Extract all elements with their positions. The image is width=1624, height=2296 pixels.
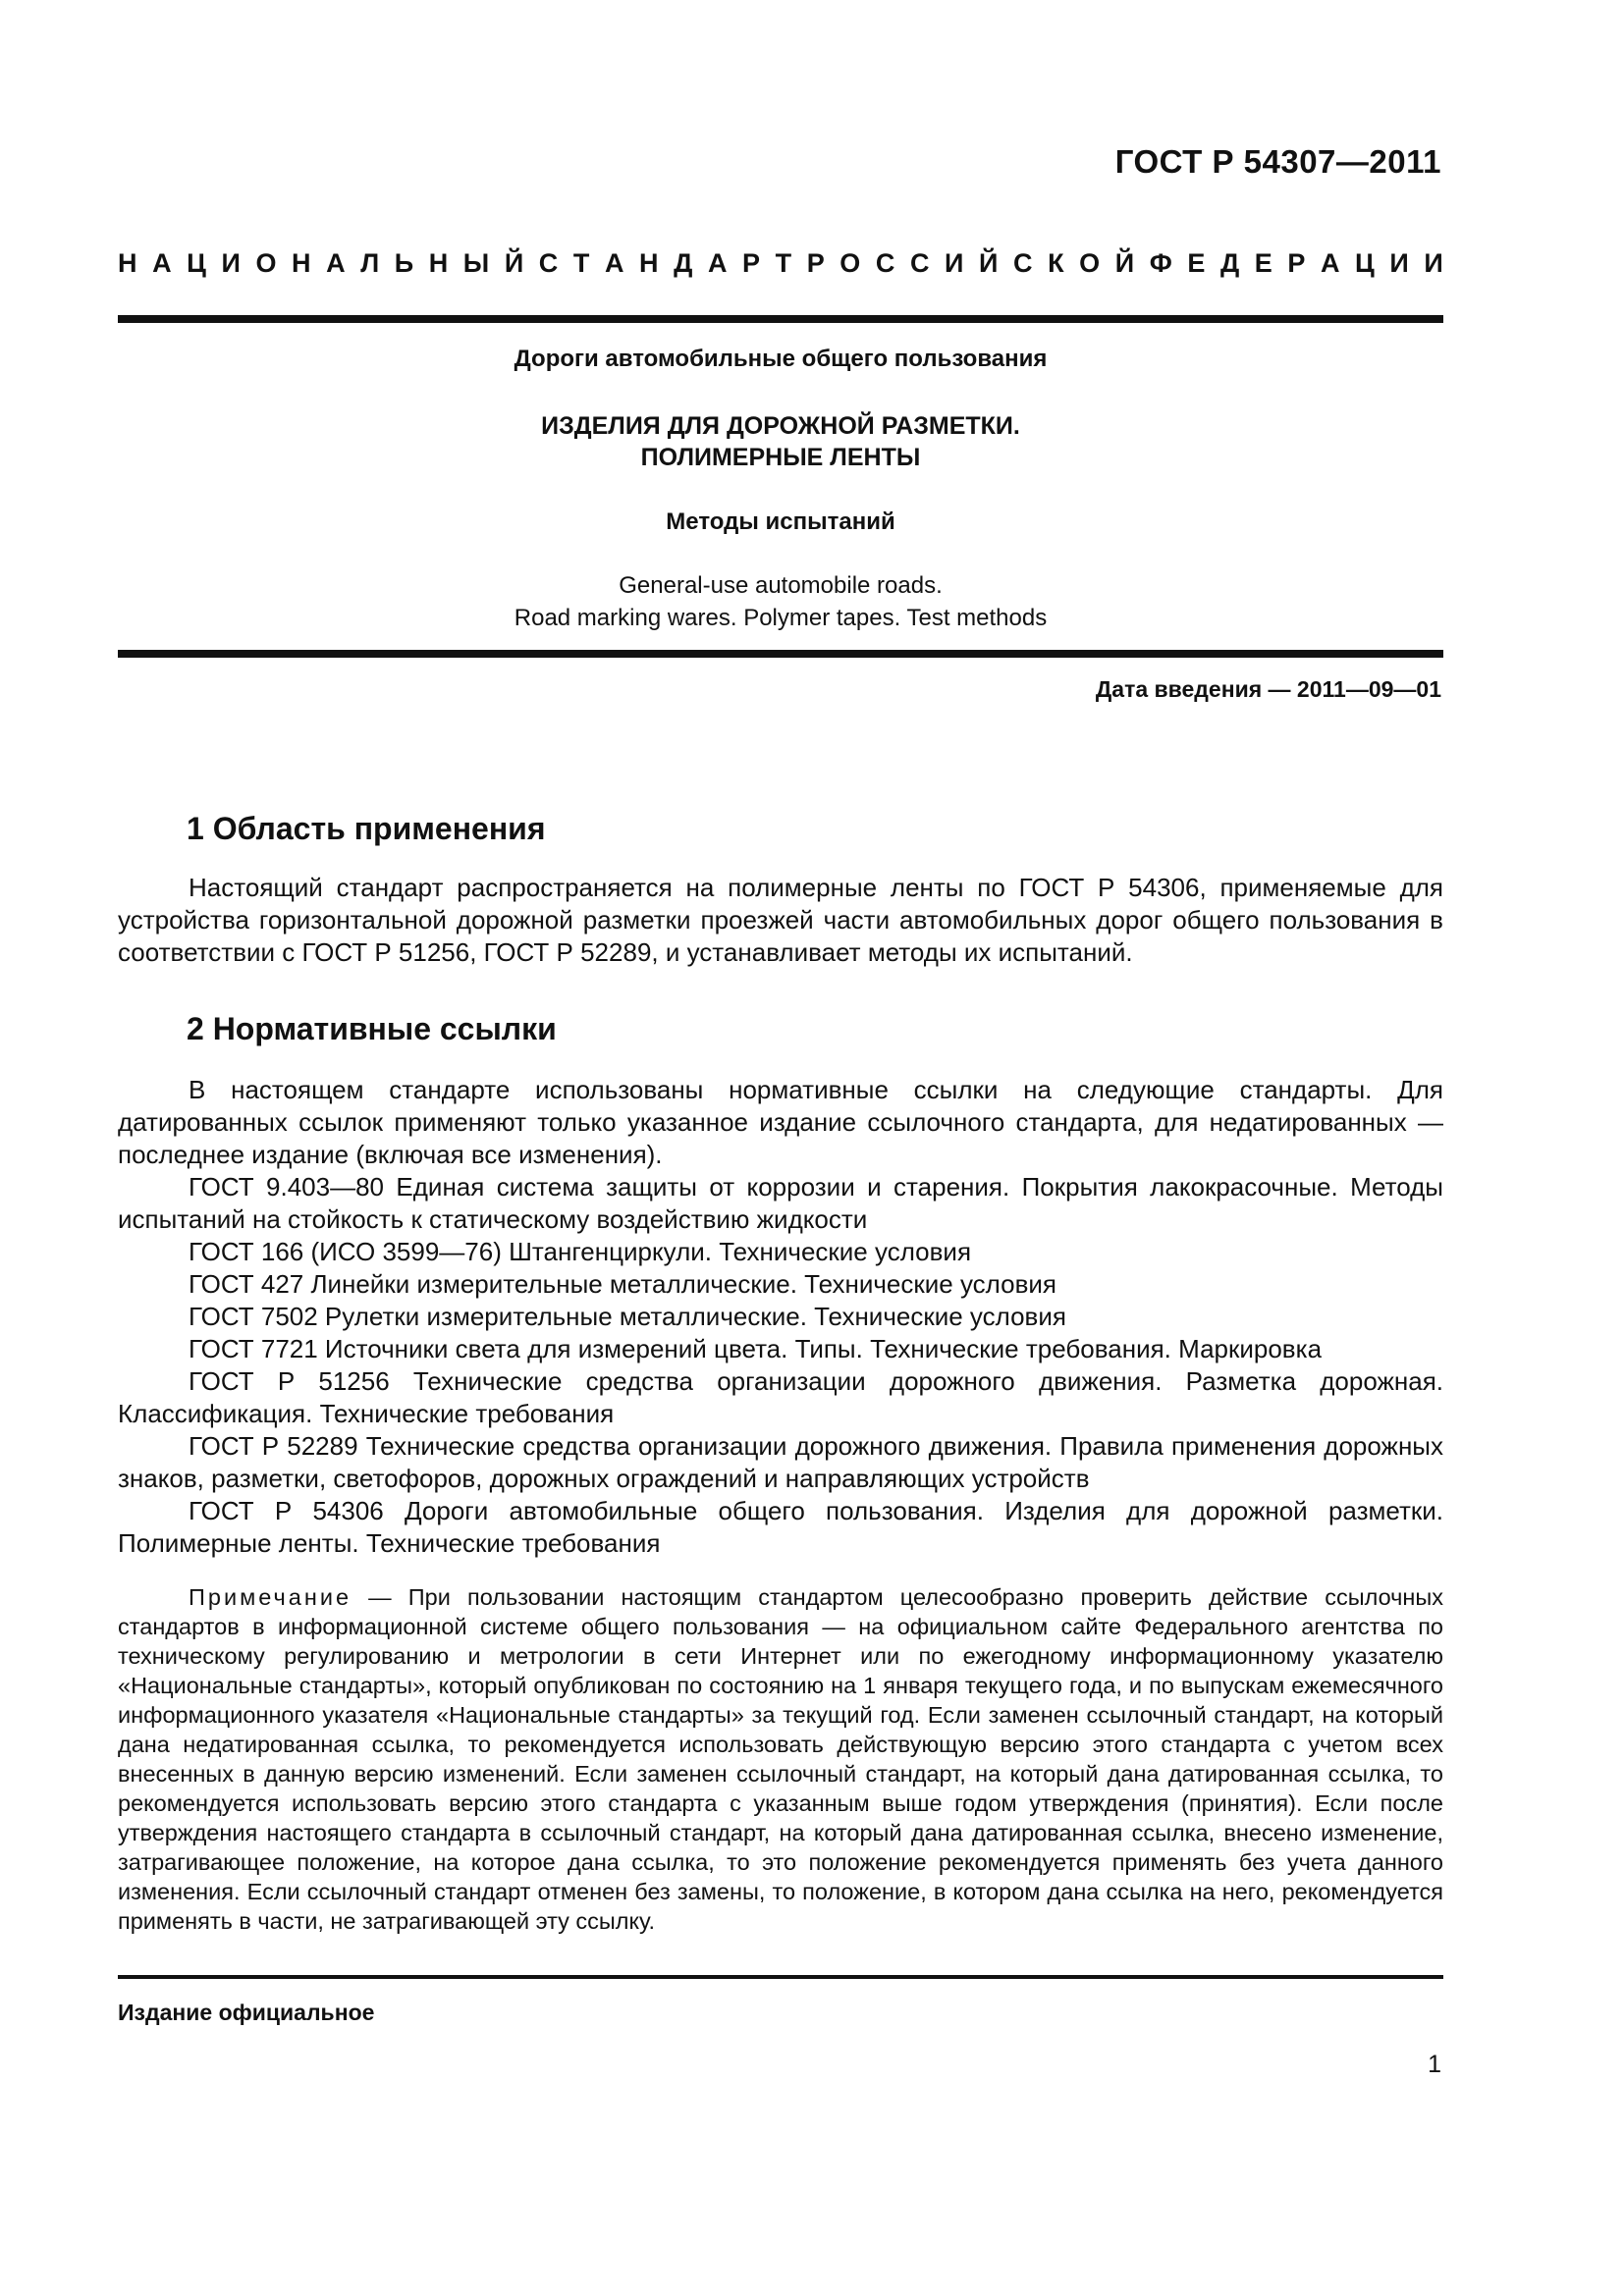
english-title	[118, 569, 1443, 634]
note-block	[118, 1582, 1443, 1936]
banner-letter: О	[255, 248, 277, 278]
document-title	[118, 410, 1443, 473]
national-standard-banner	[118, 248, 1443, 278]
banner-letter: Н	[118, 248, 137, 278]
banner-letter: С	[909, 248, 930, 278]
banner-letter: Ы	[462, 248, 490, 278]
banner-letter: И	[1389, 248, 1409, 278]
section-2-intro: В настоящем стандарте использованы нормативные ссылки на следующие стандарты. Для датированных ссылок применяют только указанное издание ссылочного стандарта, для недатированных — последнее издание (включая все изменения).	[118, 1075, 1443, 1169]
title-line-2: ПОЛИМЕРНЫЕ ЛЕНТЫ	[640, 444, 921, 471]
banner-letter: Н	[428, 248, 449, 278]
banner-letter: А	[326, 248, 346, 278]
title-divider	[118, 650, 1443, 658]
banner-letter: Р	[806, 248, 825, 278]
banner-letter: Й	[504, 248, 524, 278]
banner-letter: Ц	[187, 248, 206, 278]
banner-letter: И	[945, 248, 964, 278]
section-1-paragraph: Настоящий стандарт распространяется на полимерные ленты по ГОСТ Р 54306, применяемые для устройства горизонтальной дорожной разметки проезжей части автомобильных дорог общего пользования в соответствии с ГОСТ Р 51256, ГОСТ Р 52289, и устанавливает методы их испытаний.	[118, 873, 1443, 967]
section-1-heading: 1 Область применения	[187, 811, 546, 846]
header-divider	[118, 315, 1443, 323]
document-methods-title: Методы испытаний	[666, 508, 895, 535]
banner-letter: Ц	[1355, 248, 1375, 278]
page-number: 1	[1428, 2051, 1441, 2078]
section-1-body	[118, 872, 1443, 969]
banner-letter: Р	[1287, 248, 1306, 278]
banner-letter: А	[1320, 248, 1340, 278]
banner-letter: И	[1424, 248, 1443, 278]
reference-item: ГОСТ 427 Линейки измерительные металлические. Технические условия	[189, 1269, 1056, 1299]
banner-letter: А	[604, 248, 624, 278]
section-2-heading: 2 Нормативные ссылки	[187, 1011, 557, 1046]
banner-letter: Е	[1187, 248, 1206, 278]
banner-letter: Т	[775, 248, 792, 278]
reference-item: ГОСТ 7502 Рулетки измерительные металлические. Технические условия	[189, 1302, 1066, 1331]
section-2-body	[118, 1074, 1443, 1560]
english-title-line-1: General-use automobile roads.	[619, 572, 943, 599]
banner-letter: Й	[1114, 248, 1135, 278]
banner-letter: Е	[1254, 248, 1272, 278]
reference-item: ГОСТ 9.403—80 Единая система защиты от коррозии и старения. Покрытия лакокрасочные. Методы испытаний на стойкость к статическому воздействию жидкости	[118, 1172, 1443, 1234]
banner-letter: Й	[979, 248, 999, 278]
title-line-1: ИЗДЕЛИЯ ДЛЯ ДОРОЖНОЙ РАЗМЕТКИ.	[541, 412, 1020, 440]
banner-letter: С	[1013, 248, 1033, 278]
reference-item: ГОСТ 7721 Источники света для измерений цвета. Типы. Технические требования. Маркировка	[189, 1334, 1323, 1363]
banner-letter: Л	[360, 248, 380, 278]
banner-letter: А	[152, 248, 172, 278]
footer-divider	[118, 1975, 1443, 1979]
banner-letter: И	[221, 248, 241, 278]
document-subtitle: Дороги автомобильные общего пользования	[514, 346, 1048, 372]
banner-letter: С	[875, 248, 895, 278]
official-edition-label: Издание официальное	[118, 2000, 375, 2025]
introduction-date: Дата введения — 2011—09—01	[1095, 676, 1441, 702]
reference-item: ГОСТ 166 (ИСО 3599—76) Штангенциркули. Технические условия	[189, 1237, 972, 1266]
reference-item: ГОСТ Р 54306 Дороги автомобильные общего пользования. Изделия для дорожной разметки. Полимерные ленты. Технические требования	[118, 1496, 1443, 1558]
banner-letter: Н	[639, 248, 659, 278]
banner-letter: К	[1048, 248, 1064, 278]
reference-item: ГОСТ Р 51256 Технические средства организации дорожного движения. Разметка дорожная. Классификация. Технические требования	[118, 1366, 1443, 1428]
banner-letter: Ф	[1149, 248, 1172, 278]
banner-letter: О	[839, 248, 861, 278]
document-number: ГОСТ Р 54307—2011	[1114, 143, 1441, 180]
banner-letter: Т	[572, 248, 590, 278]
banner-letter: Ь	[394, 248, 414, 278]
banner-letter: Д	[674, 248, 693, 278]
banner-letter: Р	[742, 248, 761, 278]
note-text: — При пользовании настоящим стандартом целесообразно проверить действие ссылочных стандартов в информационной системе общего пользования — на официальном сайте Федерального агентства по техническому регулированию и метрологии в сети Интернет или по ежегодному информационному указателю «Национальные стандарты», который опубликован по состоянию на 1 января текущего года, и по выпускам ежемесячного информационного указателя «Национальные стандарты» за текущий год. Если заменен ссылочный стандарт, на который дана недатированная ссылка, то рекомендуется использовать действующую версию этого стандарта с учетом всех внесенных в данную версию изменений. Если заменен ссылочный стандарт, на который дана датированная ссылка, то рекомендуется использовать версию этого стандарта с указанным выше годом утверждения (принятия). Если после утверждения настоящего стандарта в ссылочный стандарт, на который дана датированная ссылка, внесено изменение, затрагивающее положение, на которое дана ссылка, то это положение рекомендуется применять без учета данного изменения. Если ссылочный стандарт отменен без замены, то положение, в котором дана ссылка на него, рекомендуется применять в части, не затрагивающей эту ссылку.	[118, 1584, 1443, 1934]
banner-letter: Д	[1219, 248, 1240, 278]
banner-letter: Н	[292, 248, 311, 278]
note-label: Примечание	[189, 1584, 352, 1610]
english-title-line-2: Road marking wares. Polymer tapes. Test methods	[514, 605, 1048, 631]
banner-letter: О	[1079, 248, 1101, 278]
reference-item: ГОСТ Р 52289 Технические средства организации дорожного движения. Правила применения дорожных знаков, разметки, светофоров, дорожных ограждений и направляющих устройств	[118, 1431, 1443, 1493]
banner-letter: С	[538, 248, 559, 278]
banner-letter: А	[707, 248, 728, 278]
